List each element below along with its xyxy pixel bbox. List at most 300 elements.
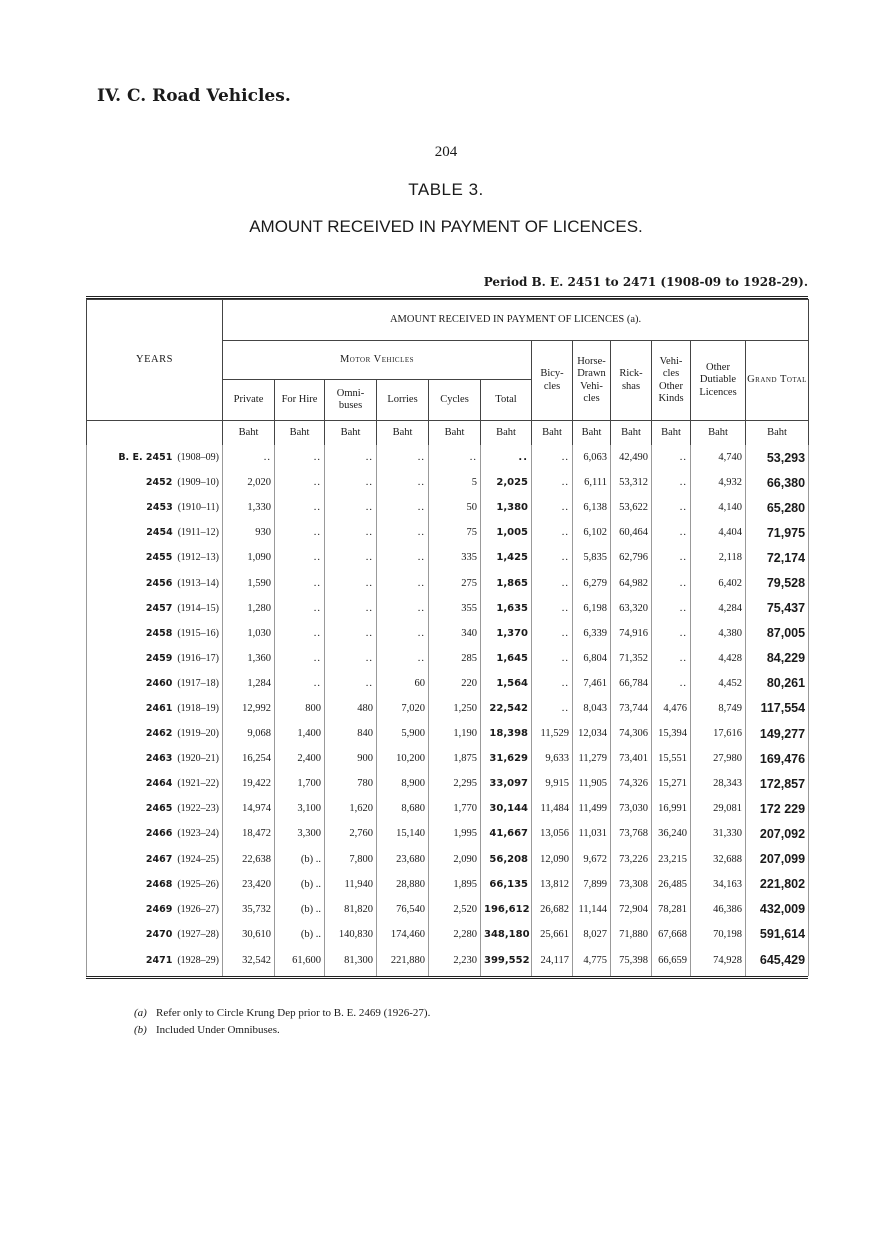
table-cell: ..: [652, 646, 691, 671]
table-cell: 23,215: [652, 847, 691, 872]
unit-label: Baht: [652, 421, 691, 446]
table-cell: 35,732: [223, 897, 275, 922]
table-cell: 13,056: [532, 821, 573, 846]
table-cell: ..: [652, 671, 691, 696]
table-cell: 12,992: [223, 696, 275, 721]
table-cell: 172 229: [746, 796, 809, 821]
table-cell: 42,490: [611, 445, 652, 470]
table-cell: ..: [275, 470, 325, 495]
table-cell: 74,306: [611, 721, 652, 746]
year-be: 2467: [145, 853, 173, 865]
year-cell: [87, 847, 223, 872]
table-cell: 74,916: [611, 621, 652, 646]
table-cell: 53,293: [746, 445, 809, 470]
table-cell: ..: [325, 570, 377, 595]
table-cell: 8,027: [573, 922, 611, 947]
table-cell: 1,250: [429, 696, 481, 721]
year-be: B. E. 2451: [118, 452, 173, 464]
year-ce: (1912–13): [177, 552, 219, 564]
year-ce: (1913–14): [177, 577, 219, 589]
table-row: [87, 922, 809, 947]
table-cell: 220: [429, 671, 481, 696]
table-body: [87, 445, 809, 976]
table-cell: 207,099: [746, 847, 809, 872]
table-cell: ..: [325, 495, 377, 520]
table-cell: 30,144: [481, 796, 532, 821]
table-cell: 1,865: [481, 570, 532, 595]
table-cell: ..: [325, 646, 377, 671]
year-ce: (1914–15): [177, 602, 219, 614]
table-cell: ..: [377, 596, 429, 621]
unit-label: Baht: [223, 421, 275, 446]
table-cell: 11,279: [573, 746, 611, 771]
year-ce: (1908–09): [177, 452, 219, 464]
year-be: 2458: [145, 627, 173, 639]
table-cell: 16,991: [652, 796, 691, 821]
footnote-label: (b): [134, 1024, 147, 1036]
table-cell: ..: [377, 646, 429, 671]
footnote-text: Included Under Omnibuses.: [156, 1024, 280, 1036]
table-cell: (b) ..: [275, 872, 325, 897]
table-cell: 900: [325, 746, 377, 771]
table-cell: 15,394: [652, 721, 691, 746]
table-cell: ..: [377, 445, 429, 470]
table-cell: 61,600: [275, 947, 325, 976]
table-row: [87, 872, 809, 897]
table-cell: 75,398: [611, 947, 652, 976]
year-ce: (1921–22): [177, 778, 219, 790]
table-cell: 6,804: [573, 646, 611, 671]
header-rickshas: Rick-shas: [611, 341, 652, 421]
table-cell: 140,830: [325, 922, 377, 947]
year-ce: (1923–24): [177, 828, 219, 840]
table-cell: 41,667: [481, 821, 532, 846]
table-cell: ..: [325, 671, 377, 696]
table-cell: ..: [377, 570, 429, 595]
table-cell: 6,198: [573, 596, 611, 621]
table-cell: 840: [325, 721, 377, 746]
table-cell: 6,063: [573, 445, 611, 470]
table-cell: 335: [429, 545, 481, 570]
table-row: [87, 771, 809, 796]
table-cell: 7,899: [573, 872, 611, 897]
table-row: [87, 646, 809, 671]
table-cell: 73,030: [611, 796, 652, 821]
table-cell: 9,672: [573, 847, 611, 872]
table-cell: 28,880: [377, 872, 429, 897]
table-cell: 6,339: [573, 621, 611, 646]
table-cell: 75,437: [746, 596, 809, 621]
year-be: 2453: [146, 502, 173, 514]
table-row: [87, 445, 809, 470]
table-cell: 62,796: [611, 545, 652, 570]
table-cell: 285: [429, 646, 481, 671]
table-row: [87, 545, 809, 570]
table-cell: 3,300: [275, 821, 325, 846]
table-cell: ..: [532, 621, 573, 646]
year-be: 2463: [145, 753, 173, 765]
table-cell: 221,802: [746, 872, 809, 897]
year-be: 2454: [146, 527, 173, 539]
table-cell: 4,284: [691, 596, 746, 621]
table-cell: 11,484: [532, 796, 573, 821]
table-cell: 81,820: [325, 897, 377, 922]
table-cell: 196,612: [481, 897, 532, 922]
header-total: Total: [481, 380, 532, 421]
header-motor-vehicles: Motor Vehicles: [223, 341, 532, 380]
year-cell: [87, 947, 223, 976]
year-ce: (1924–25): [177, 853, 219, 865]
table-cell: 11,144: [573, 897, 611, 922]
table-cell: 78,281: [652, 897, 691, 922]
year-cell: [87, 796, 223, 821]
table-cell: ..: [325, 596, 377, 621]
table-cell: ..: [377, 495, 429, 520]
table-cell: 5,835: [573, 545, 611, 570]
table-cell: ..: [652, 495, 691, 520]
table-cell: 1,090: [223, 545, 275, 570]
header-other-kinds: Vehi-cles Other Kinds: [652, 341, 691, 421]
table-cell: 65,280: [746, 495, 809, 520]
table-cell: 12,090: [532, 847, 573, 872]
table-cell: 11,940: [325, 872, 377, 897]
year-cell: [87, 696, 223, 721]
period-note: Period B. E. 2451 to 2471 (1908-09 to 1928-29).: [483, 275, 808, 289]
year-be: 2471: [145, 954, 173, 966]
unit-label: Baht: [691, 421, 746, 446]
table-cell: ..: [652, 445, 691, 470]
year-ce: (1925–26): [177, 878, 219, 890]
licence-table-frame: [86, 296, 808, 979]
table-row: [87, 570, 809, 595]
table-row: [87, 671, 809, 696]
table-cell: 2,295: [429, 771, 481, 796]
table-cell: 23,420: [223, 872, 275, 897]
table-cell: 84,229: [746, 646, 809, 671]
table-cell: 19,422: [223, 771, 275, 796]
table-cell: 7,020: [377, 696, 429, 721]
table-cell: 71,352: [611, 646, 652, 671]
unit-label: Baht: [532, 421, 573, 446]
table-cell: 1,590: [223, 570, 275, 595]
year-cell: [87, 771, 223, 796]
licence-table: [86, 299, 809, 976]
table-cell: ..: [429, 445, 481, 470]
table-cell: 2,230: [429, 947, 481, 976]
table-cell: (b) ..: [275, 847, 325, 872]
year-cell: [87, 570, 223, 595]
table-row: [87, 621, 809, 646]
header-for-hire: For Hire: [275, 380, 325, 421]
table-cell: 6,111: [573, 470, 611, 495]
year-ce: (1928–29): [177, 954, 219, 966]
table-cell: 2,025: [481, 470, 532, 495]
units-row: [87, 421, 809, 446]
unit-label: Baht: [377, 421, 429, 446]
table-cell: ..: [652, 470, 691, 495]
table-cell: 71,880: [611, 922, 652, 947]
table-cell: 275: [429, 570, 481, 595]
table-cell: 930: [223, 520, 275, 545]
table-cell: 6,279: [573, 570, 611, 595]
year-cell: [87, 872, 223, 897]
table-cell: ..: [377, 621, 429, 646]
table-cell: 17,616: [691, 721, 746, 746]
table-cell: 172,857: [746, 771, 809, 796]
table-cell: 73,401: [611, 746, 652, 771]
table-cell: 4,380: [691, 621, 746, 646]
footnotes: [134, 1005, 430, 1039]
table-row: [87, 821, 809, 846]
table-cell: ..: [377, 470, 429, 495]
table-cell: 6,102: [573, 520, 611, 545]
year-ce: (1927–28): [177, 928, 219, 940]
table-cell: 11,031: [573, 821, 611, 846]
table-row: [87, 596, 809, 621]
table-cell: 70,198: [691, 922, 746, 947]
table-cell: 207,092: [746, 821, 809, 846]
table-cell: 28,343: [691, 771, 746, 796]
table-cell: 4,775: [573, 947, 611, 976]
table-cell: 81,300: [325, 947, 377, 976]
header-private: Private: [223, 380, 275, 421]
table-cell: ..: [532, 520, 573, 545]
table-cell: 355: [429, 596, 481, 621]
unit-label: Baht: [573, 421, 611, 446]
table-cell: 22,638: [223, 847, 275, 872]
table-cell: 56,208: [481, 847, 532, 872]
table-cell: ..: [275, 621, 325, 646]
table-cell: (b) ..: [275, 922, 325, 947]
table-cell: ..: [532, 470, 573, 495]
table-cell: 32,688: [691, 847, 746, 872]
table-cell: 79,528: [746, 570, 809, 595]
table-cell: 63,320: [611, 596, 652, 621]
year-ce: (1918–19): [177, 702, 219, 714]
table-cell: ..: [652, 570, 691, 595]
year-ce: (1911–12): [177, 527, 219, 539]
year-cell: [87, 621, 223, 646]
table-cell: 2,760: [325, 821, 377, 846]
table-cell: 1,380: [481, 495, 532, 520]
table-cell: 2,520: [429, 897, 481, 922]
table-cell: 399,552: [481, 947, 532, 976]
header-bicycles: Bicy-cles: [532, 341, 573, 421]
table-cell: ..: [223, 445, 275, 470]
header-amount: AMOUNT RECEIVED IN PAYMENT OF LICENCES (a).: [223, 300, 809, 341]
table-cell: 33,097: [481, 771, 532, 796]
table-cell: 60,464: [611, 520, 652, 545]
table-row: [87, 520, 809, 545]
table-cell: 4,740: [691, 445, 746, 470]
table-title: TABLE 3.: [408, 180, 484, 199]
table-row: [87, 470, 809, 495]
table-cell: 1,284: [223, 671, 275, 696]
table-cell: 53,312: [611, 470, 652, 495]
table-cell: 50: [429, 495, 481, 520]
table-cell: ..: [532, 596, 573, 621]
table-cell: 12,034: [573, 721, 611, 746]
table-cell: 18,472: [223, 821, 275, 846]
table-cell: 117,554: [746, 696, 809, 721]
table-cell: ..: [275, 596, 325, 621]
year-cell: [87, 922, 223, 947]
table-cell: 1,280: [223, 596, 275, 621]
table-cell: 2,118: [691, 545, 746, 570]
table-cell: 31,330: [691, 821, 746, 846]
section-title: IV. C. Road Vehicles.: [97, 86, 291, 106]
table-cell: (b) ..: [275, 897, 325, 922]
table-cell: ..: [652, 621, 691, 646]
table-cell: 29,081: [691, 796, 746, 821]
table-cell: 10,200: [377, 746, 429, 771]
table-cell: 73,744: [611, 696, 652, 721]
header-grand-total: Grand Total: [746, 341, 809, 421]
table-cell: ..: [275, 671, 325, 696]
year-be: 2455: [145, 552, 173, 564]
year-cell: [87, 821, 223, 846]
table-cell: 4,404: [691, 520, 746, 545]
table-cell: 66,784: [611, 671, 652, 696]
table-cell: ..: [325, 470, 377, 495]
table-cell: 76,540: [377, 897, 429, 922]
unit-label: Baht: [275, 421, 325, 446]
table-cell: 780: [325, 771, 377, 796]
year-be: 2460: [145, 677, 173, 689]
table-cell: 432,009: [746, 897, 809, 922]
table-cell: 1,875: [429, 746, 481, 771]
unit-label: Baht: [325, 421, 377, 446]
year-be: 2459: [145, 652, 173, 664]
year-cell: [87, 646, 223, 671]
table-cell: 18,398: [481, 721, 532, 746]
table-cell: 174,460: [377, 922, 429, 947]
year-cell: [87, 596, 223, 621]
table-cell: 8,043: [573, 696, 611, 721]
table-cell: 34,163: [691, 872, 746, 897]
table-cell: 4,932: [691, 470, 746, 495]
table-cell: ..: [652, 520, 691, 545]
year-ce: (1910–11): [177, 502, 219, 514]
table-cell: 53,622: [611, 495, 652, 520]
table-cell: 1,564: [481, 671, 532, 696]
header-lorries: Lorries: [377, 380, 429, 421]
table-cell: 1,700: [275, 771, 325, 796]
table-cell: 22,542: [481, 696, 532, 721]
year-cell: [87, 545, 223, 570]
table-cell: 15,551: [652, 746, 691, 771]
year-cell: [87, 470, 223, 495]
table-row: [87, 796, 809, 821]
table-cell: 15,140: [377, 821, 429, 846]
year-ce: (1922–23): [177, 803, 219, 815]
table-cell: 1,030: [223, 621, 275, 646]
table-cell: 800: [275, 696, 325, 721]
table-cell: 1,770: [429, 796, 481, 821]
table-cell: 31,629: [481, 746, 532, 771]
table-cell: 30,610: [223, 922, 275, 947]
table-cell: 72,174: [746, 545, 809, 570]
table-cell: ..: [325, 445, 377, 470]
table-cell: 9,068: [223, 721, 275, 746]
year-be: 2462: [145, 728, 173, 740]
year-be: 2457: [145, 602, 173, 614]
footnote: [134, 1005, 430, 1022]
table-cell: 13,812: [532, 872, 573, 897]
header-other-dutiable: Other Dutiable Licences: [691, 341, 746, 421]
table-cell: 1,635: [481, 596, 532, 621]
table-cell: 645,429: [746, 947, 809, 976]
table-cell: ..: [532, 696, 573, 721]
table-cell: 7,800: [325, 847, 377, 872]
table-cell: 26,682: [532, 897, 573, 922]
table-cell: 73,308: [611, 872, 652, 897]
table-cell: 23,680: [377, 847, 429, 872]
table-cell: 1,425: [481, 545, 532, 570]
table-row: [87, 495, 809, 520]
table-cell: 2,400: [275, 746, 325, 771]
table-cell: ..: [325, 520, 377, 545]
table-cell: 11,499: [573, 796, 611, 821]
year-cell: [87, 520, 223, 545]
table-cell: 4,452: [691, 671, 746, 696]
table-cell: 1,895: [429, 872, 481, 897]
table-cell: ..: [377, 545, 429, 570]
table-cell: ..: [532, 545, 573, 570]
footnote-label: (a): [134, 1007, 147, 1019]
header-cycles: Cycles: [429, 380, 481, 421]
table-cell: ..: [275, 495, 325, 520]
table-cell: 340: [429, 621, 481, 646]
table-cell: 480: [325, 696, 377, 721]
table-cell: 72,904: [611, 897, 652, 922]
year-ce: (1909–10): [177, 477, 219, 489]
table-cell: 46,386: [691, 897, 746, 922]
table-cell: 2,280: [429, 922, 481, 947]
table-cell: 9,915: [532, 771, 573, 796]
table-row: [87, 947, 809, 976]
table-cell: 8,900: [377, 771, 429, 796]
unit-label: Baht: [429, 421, 481, 446]
table-cell: 4,476: [652, 696, 691, 721]
table-row: [87, 897, 809, 922]
table-cell: 14,974: [223, 796, 275, 821]
table-row: [87, 847, 809, 872]
table-cell: 169,476: [746, 746, 809, 771]
table-cell: 7,461: [573, 671, 611, 696]
table-cell: ..: [652, 596, 691, 621]
year-be: 2452: [145, 477, 173, 489]
table-cell: 1,995: [429, 821, 481, 846]
table-cell: 6,138: [573, 495, 611, 520]
year-cell: [87, 746, 223, 771]
year-cell: [87, 445, 223, 470]
table-cell: 15,271: [652, 771, 691, 796]
table-cell: ..: [377, 520, 429, 545]
table-cell: 6,402: [691, 570, 746, 595]
table-cell: 75: [429, 520, 481, 545]
table-cell: 25,661: [532, 922, 573, 947]
year-be: 2461: [145, 702, 173, 714]
table-cell: ..: [275, 445, 325, 470]
table-cell: ..: [532, 671, 573, 696]
table-cell: 73,226: [611, 847, 652, 872]
table-cell: 5: [429, 470, 481, 495]
table-cell: ..: [652, 545, 691, 570]
table-cell: ..: [532, 445, 573, 470]
table-cell: 27,980: [691, 746, 746, 771]
table-cell: 71,975: [746, 520, 809, 545]
